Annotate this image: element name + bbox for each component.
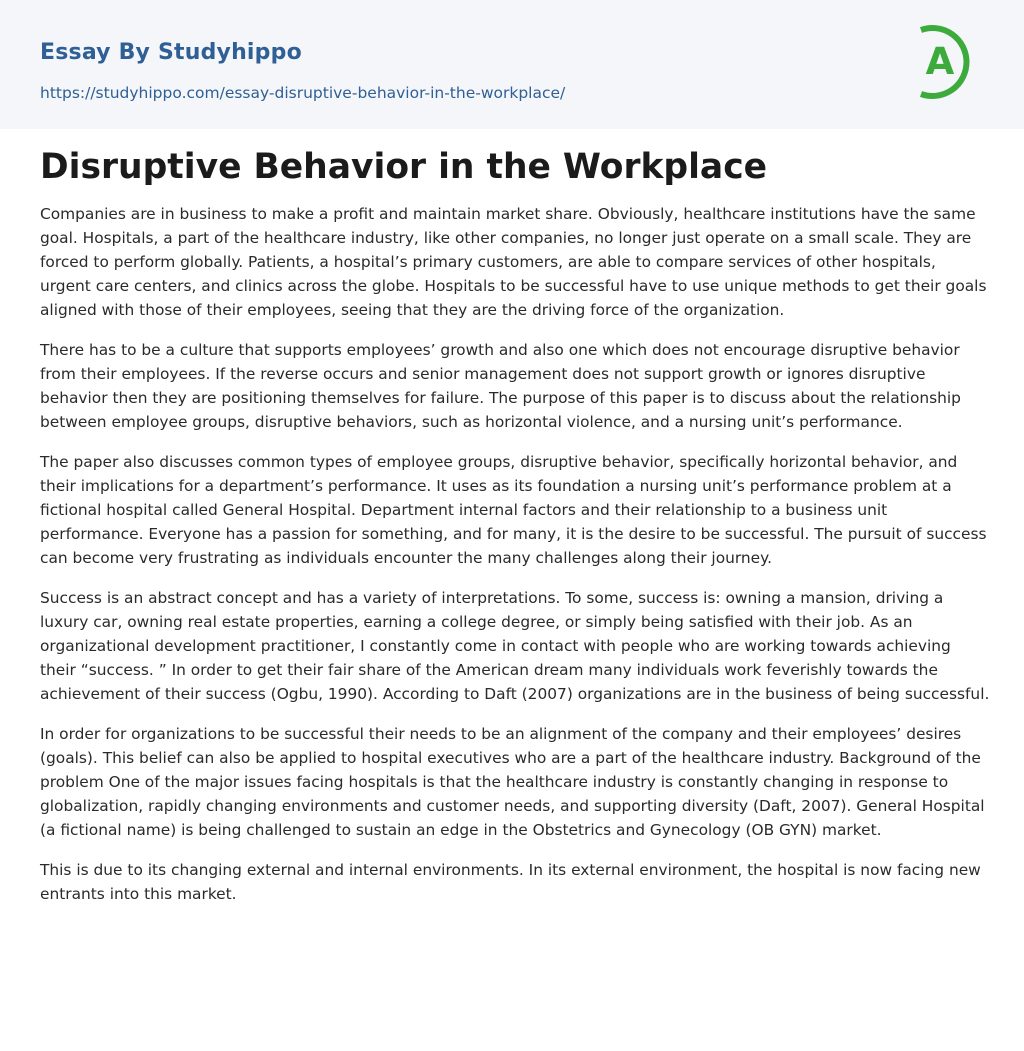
- essay-paragraph-2: There has to be a culture that supports employees’ growth and also one which does not encourage disruptive behavior from their employees. If the reverse occurs and senior management does not support growth or ignores disruptive behavior then they are positioning themselves for failure. The purpose of this paper is to discuss about the relationship between employee groups, disruptive behaviors, such as horizontal violence, and a nursing unit’s performance.: [40, 341, 961, 431]
- site-title[interactable]: Essay By Studyhippo: [40, 40, 302, 65]
- source-url-link[interactable]: https://studyhippo.com/essay-disruptive-behavior-in-the-workplace/: [40, 84, 566, 102]
- essay-title: Disruptive Behavior in the Workplace: [40, 147, 768, 187]
- essay-paragraph-6: This is due to its changing external and internal environments. In its external environment, the hospital is now facing new entrants into this market.: [40, 861, 981, 903]
- page-header: [0, 0, 1024, 129]
- studyhippo-logo-icon[interactable]: [912, 19, 986, 105]
- essay-paragraph-5: In order for organizations to be successful their needs to be an alignment of the company and their employees’ desires (goals). This belief can also be applied to hospital executives who are a part of the healthcare industry. Background of the problem One of the major issues facing hospitals is that the healthcare industry is constantly changing in response to globalization, rapidly changing environments and customer needs, and supporting diversity (Daft, 2007). General Hospital (a fictional name) is being challenged to sustain an edge in the Obstetrics and Gynecology (OB GYN) market.: [40, 725, 985, 839]
- essay-paragraph-4: Success is an abstract concept and has a variety of interpretations. To some, success is: owning a mansion, driving a luxury car, owning real estate properties, earning a college degree, or simply being satisfied with their job. As an organizational development practitioner, I constantly come in contact with people who are working towards achieving their “success. ” In order to get their fair share of the American dream many individuals work feverishly towards the achievement of their success (Ogbu, 1990). According to Daft (2007) organizations are in the business of being successful.: [40, 589, 990, 703]
- essay-paragraph-1: Companies are in business to make a profit and maintain market share. Obviously, healthcare institutions have the same goal. Hospitals, a part of the healthcare industry, like other companies, no longer just operate on a small scale. They are forced to perform globally. Patients, a hospital’s primary customers, are able to compare services of other hospitals, urgent care centers, and clinics across the globe. Hospitals to be successful have to use unique methods to get their goals aligned with those of their employees, seeing that they are the driving force of the organization.: [40, 205, 987, 319]
- logo-letter: A: [925, 40, 955, 83]
- essay-content: [40, 143, 990, 922]
- essay-paragraph-3: The paper also discusses common types of employee groups, disruptive behavior, specifically horizontal behavior, and their implications for a department’s performance. It uses as its foundation a nursing unit’s performance problem at a fictional hospital called General Hospital. Department internal factors and their relationship to a business unit performance. Everyone has a passion for something, and for many, it is the desire to be successful. The pursuit of success can become very frustrating as individuals encounter the many challenges along their journey.: [40, 453, 987, 567]
